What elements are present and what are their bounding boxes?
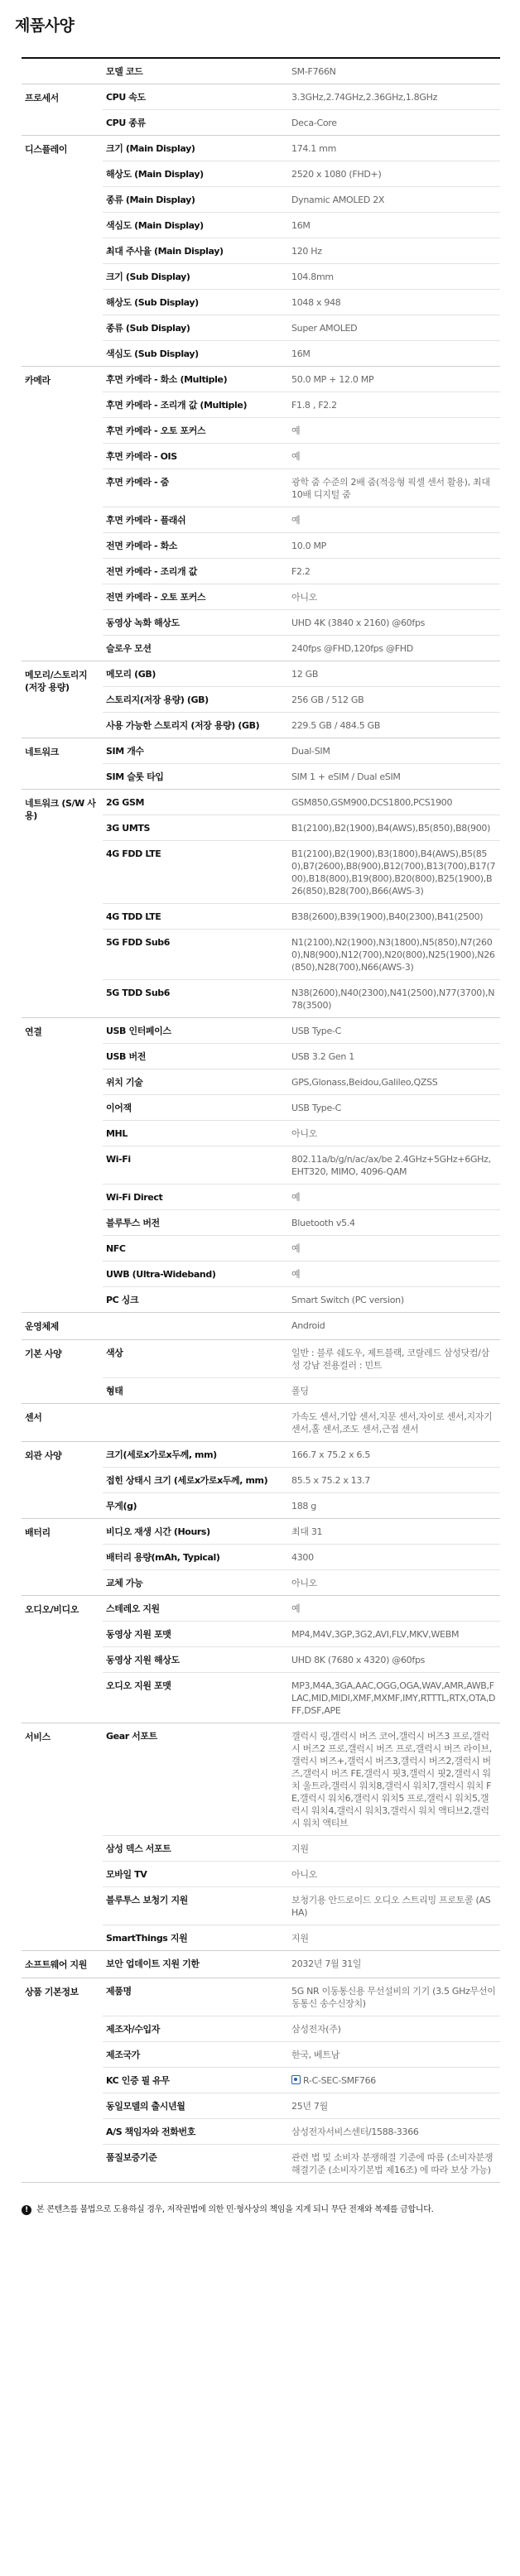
- spec-label: 비디오 재생 시간 (Hours): [106, 1526, 210, 1537]
- spec-value: SM-F766N: [291, 66, 336, 77]
- kc-cert-number: R-C-SEC-SMF766: [303, 2075, 376, 2086]
- spec-row: [103, 136, 500, 161]
- spec-rows: [103, 1313, 500, 1339]
- spec-rows: [103, 1340, 500, 1403]
- spec-rows: [103, 1978, 500, 2182]
- spec-group: [22, 1404, 500, 1442]
- spec-value: MP4,M4V,3GP,3G2,AVI,FLV,MKV,WEBM: [291, 1629, 460, 1640]
- spec-row: [103, 636, 500, 661]
- spec-group: [22, 59, 500, 84]
- spec-value: Deca-Core: [291, 118, 337, 128]
- spec-category: 메모리/스토리지 (저장 용량): [25, 670, 88, 693]
- spec-rows: [103, 84, 500, 135]
- spec-label: USB 버전: [106, 1051, 146, 1062]
- spec-category: 배터리: [25, 1527, 51, 1538]
- spec-rows: [103, 661, 500, 738]
- spec-label: 형태: [106, 1386, 123, 1396]
- alert-icon: !: [22, 2205, 31, 2215]
- spec-row: [103, 444, 500, 469]
- spec-rows: [103, 738, 500, 789]
- spec-value: 256 GB / 512 GB: [291, 694, 364, 705]
- spec-label: 크기 (Sub Display): [106, 272, 190, 282]
- spec-label: 색심도 (Main Display): [106, 220, 204, 231]
- spec-row: [103, 1519, 500, 1545]
- spec-label: PC 싱크: [106, 1295, 139, 1305]
- spec-group: [22, 1519, 500, 1596]
- spec-label: 모바일 TV: [106, 1869, 147, 1880]
- spec-group: [22, 1596, 500, 1723]
- spec-value: 광학 줌 수준의 2배 줌(적응형 픽셀 센서 활용), 최대 10배 디지털 줌: [291, 477, 490, 500]
- spec-row: [103, 1622, 500, 1647]
- spec-rows: [103, 1951, 500, 1978]
- spec-label: 제조자/수입자: [106, 2024, 160, 2035]
- spec-row: [103, 1570, 500, 1595]
- spec-row: [103, 2119, 500, 2145]
- spec-value: UHD 8K (7680 x 4320) @60fps: [291, 1655, 426, 1665]
- spec-label: CPU 속도: [106, 92, 146, 103]
- spec-value: 240fps @FHD,120fps @FHD: [291, 643, 413, 654]
- spec-value: N38(2600),N40(2300),N41(2500),N77(3700),N78(3500): [291, 988, 495, 1011]
- spec-label: 오디오 지원 포맷: [106, 1680, 171, 1691]
- spec-label: 동영상 녹화 해상도: [106, 618, 180, 628]
- spec-value: GPS,Glonass,Beidou,Galileo,QZSS: [291, 1077, 438, 1088]
- spec-row: [103, 1185, 500, 1210]
- spec-value: F1.8 , F2.2: [291, 400, 337, 411]
- spec-row: [103, 738, 500, 764]
- spec-row: [103, 238, 500, 264]
- spec-label: 후면 카메라 - 줌: [106, 477, 169, 488]
- notice-text: 본 콘텐츠를 불법으로 도용하실 경우, 저작권법에 의한 민·형사상의 책임을 지게 되니 무단 전재와 복제를 금합니다.: [36, 2205, 434, 2214]
- spec-value: B1(2100),B2(1900),B3(1800),B4(AWS),B5(850),B7(2600),B8(900),B12(700),B13(700),B17(700),B18(800),B19(800),B20(800),B25(1900),B26(850),B28(700),B66(AWS-3): [291, 848, 496, 896]
- spec-label: 종류 (Sub Display): [106, 323, 190, 334]
- spec-label: 무게(g): [106, 1501, 137, 1511]
- spec-label: 슬로우 모션: [106, 643, 152, 654]
- spec-value: 3.3GHz,2.74GHz,2.36GHz,1.8GHz: [291, 92, 438, 103]
- spec-row: [103, 1978, 500, 2016]
- spec-value: USB Type-C: [291, 1026, 341, 1036]
- spec-value: 12 GB: [291, 669, 319, 680]
- spec-label: SIM 개수: [106, 746, 144, 757]
- spec-row: [103, 610, 500, 636]
- spec-category: [22, 59, 103, 84]
- spec-value: Smart Switch (PC version): [291, 1295, 404, 1305]
- spec-row: [103, 161, 500, 187]
- spec-group: [22, 1018, 500, 1313]
- spec-row: [103, 469, 500, 507]
- spec-rows: [103, 1596, 500, 1723]
- spec-row: [103, 1069, 500, 1095]
- spec-label: 후면 카메라 - 오토 포커스: [106, 425, 206, 436]
- spec-value: 한국, 베트남: [291, 2050, 340, 2060]
- spec-row: [103, 290, 500, 315]
- spec-label: 후면 카메라 - 화소 (Multiple): [106, 374, 228, 385]
- spec-group: [22, 1951, 500, 1978]
- spec-category: 센서: [25, 1412, 42, 1423]
- spec-value: 지원: [291, 1843, 309, 1854]
- spec-label: 위치 기술: [106, 1077, 143, 1088]
- spec-row: [103, 392, 500, 418]
- spec-row: [103, 1545, 500, 1570]
- spec-value: 2520 x 1080 (FHD+): [291, 169, 382, 180]
- spec-row: [103, 315, 500, 341]
- spec-value: 폴딩: [291, 1386, 309, 1396]
- spec-row: [103, 1925, 500, 1950]
- spec-value: 아니오: [291, 592, 317, 603]
- spec-label: 블루투스 보청기 지원: [106, 1895, 188, 1906]
- spec-value: UHD 4K (3840 x 2160) @60fps: [291, 618, 426, 628]
- spec-label: 스테레오 지원: [106, 1603, 160, 1614]
- spec-value: 10.0 MP: [291, 541, 327, 551]
- spec-value: 최대 31: [291, 1526, 323, 1537]
- spec-value: 예: [291, 1243, 301, 1254]
- spec-row: [103, 1862, 500, 1887]
- spec-row: [103, 841, 500, 904]
- spec-value: 관련 법 및 소비자 분쟁해결 기준에 따름 (소비자분쟁해결기준 (소비자기본법 제16조) 에 따라 보상 가능): [291, 2152, 494, 2175]
- spec-group: [22, 1313, 500, 1340]
- spec-label: 동일모델의 출시년월: [106, 2101, 185, 2112]
- spec-category: 디스플레이: [25, 144, 68, 155]
- spec-value: 갤럭시 링,갤럭시 버즈 코어,갤럭시 버즈3 프로,갤럭시 버즈2 프로,갤럭시 버즈 프로,갤럭시 버즈 라이브,갤럭시 버즈+,갤럭시 버즈3,갤럭시 버즈2,갤럭시 버즈,갤럭시 버즈 FE,갤럭시 핏3,갤럭시 핏2,갤럭시 워치 울트라,갤럭시 워치8,갤럭시 워치7,갤럭시 워치 FE,갤럭시 워치6,갤럭시 워치5 프로,갤럭시 워치5,갤럭시 워치4,갤럭시 워치3,갤럭시 워치 액티브2,갤럭시 워치 액티브: [291, 1731, 492, 1829]
- spec-label: 4G TDD LTE: [106, 911, 161, 922]
- spec-label: Gear 서포트: [106, 1731, 157, 1742]
- spec-value: USB 3.2 Gen 1: [291, 1051, 354, 1062]
- spec-value: 예: [291, 451, 301, 462]
- spec-value: 아니오: [291, 1128, 317, 1139]
- spec-row: [103, 1596, 500, 1622]
- spec-label: KC 인증 필 유무: [106, 2075, 170, 2086]
- spec-value: 174.1 mm: [291, 143, 337, 154]
- copyright-notice: [22, 2204, 500, 2216]
- spec-row: [103, 59, 500, 84]
- spec-group: [22, 1442, 500, 1519]
- spec-label: [103, 1404, 288, 1441]
- spec-category: 프로세서: [25, 93, 59, 103]
- spec-value: 85.5 x 75.2 x 13.7: [291, 1475, 371, 1486]
- spec-row: [103, 1210, 500, 1236]
- spec-value: 4300: [291, 1552, 314, 1563]
- spec-label: USB 인터페이스: [106, 1026, 171, 1036]
- spec-row: [103, 904, 500, 930]
- spec-label: A/S 책임자와 전화번호: [106, 2127, 195, 2137]
- spec-value: Bluetooth v5.4: [291, 1218, 355, 1228]
- spec-rows: [103, 1442, 500, 1518]
- spec-label: 메모리 (GB): [106, 669, 156, 680]
- spec-label: 전면 카메라 - 화소: [106, 541, 178, 551]
- spec-category: 상품 기본정보: [25, 1987, 79, 1997]
- spec-label: SmartThings 지원: [106, 1933, 188, 1944]
- spec-label: MHL: [106, 1128, 128, 1139]
- spec-value: 예: [291, 1603, 301, 1614]
- spec-category: 카메라: [25, 375, 51, 386]
- spec-row: [103, 687, 500, 713]
- spec-value: B1(2100),B2(1900),B4(AWS),B5(850),B8(900): [291, 823, 491, 834]
- spec-label: 삼성 덱스 서포트: [106, 1843, 171, 1854]
- spec-row: [103, 815, 500, 841]
- spec-label: NFC: [106, 1243, 126, 1254]
- spec-row: [103, 1493, 500, 1518]
- kc-mark-icon: [291, 2075, 301, 2084]
- spec-label: [103, 1313, 288, 1338]
- spec-group: [22, 84, 500, 136]
- spec-label: 동영상 지원 포맷: [106, 1629, 171, 1640]
- spec-label: 전면 카메라 - 조리개 값: [106, 566, 197, 577]
- spec-label: 2G GSM: [106, 797, 145, 808]
- spec-label: CPU 종류: [106, 118, 146, 128]
- spec-row: [103, 1673, 500, 1723]
- spec-label: 5G FDD Sub6: [106, 937, 170, 948]
- spec-label: 색상: [106, 1348, 123, 1358]
- spec-category: 기본 사양: [25, 1348, 62, 1359]
- spec-row: [103, 1287, 500, 1312]
- page-title: 제품사양: [15, 17, 75, 35]
- spec-label: 종류 (Main Display): [106, 195, 195, 205]
- spec-group: [22, 136, 500, 367]
- spec-label: 보안 업데이트 지원 기한: [106, 1958, 200, 1969]
- spec-value: 2032년 7월 31일: [291, 1958, 362, 1969]
- spec-value: USB Type-C: [291, 1103, 341, 1113]
- spec-value: 120 Hz: [291, 246, 322, 257]
- spec-label: 제조국가: [106, 2050, 140, 2060]
- spec-value: 삼성전자(주): [291, 2024, 341, 2035]
- spec-row: [103, 1647, 500, 1673]
- spec-value: 166.7 x 75.2 x 6.5: [291, 1449, 371, 1460]
- spec-value: 25년 7월: [291, 2101, 328, 2112]
- spec-rows: [103, 367, 500, 661]
- spec-label: 품질보증기준: [106, 2152, 157, 2163]
- spec-label: 후면 카메라 - OIS: [106, 451, 177, 462]
- spec-row: [103, 661, 500, 687]
- spec-label: 크기 (Main Display): [106, 143, 195, 154]
- spec-rows: [103, 59, 500, 84]
- spec-row: [103, 264, 500, 290]
- spec-value: 예: [291, 515, 301, 526]
- spec-value: 예: [291, 425, 301, 436]
- spec-row: [103, 1313, 500, 1338]
- spec-label: Wi-Fi Direct: [106, 1192, 163, 1203]
- spec-row: [103, 2016, 500, 2042]
- spec-value: [288, 2068, 500, 2093]
- spec-value: 일반 : 블루 쉐도우, 제트블랙, 코랄레드 삼성닷컴/삼성 강남 전용컬러 : 민트: [291, 1348, 489, 1371]
- spec-value: MP3,M4A,3GA,AAC,OGG,OGA,WAV,AMR,AWB,FLAC,MID,MIDI,XMF,MXMF,IMY,RTTTL,RTX,OTA,DFF,DSF,APE: [291, 1680, 496, 1716]
- spec-row: [103, 2145, 500, 2182]
- spec-category: 서비스: [25, 1732, 51, 1742]
- spec-row: [103, 187, 500, 213]
- spec-row: [103, 1378, 500, 1403]
- spec-rows: [103, 136, 500, 366]
- spec-value: 50.0 MP + 12.0 MP: [291, 374, 374, 385]
- spec-row: [103, 1146, 500, 1185]
- spec-label: 최대 주사율 (Main Display): [106, 246, 224, 257]
- spec-value: Dual-SIM: [291, 746, 330, 757]
- spec-label: SIM 슬롯 타입: [106, 771, 164, 782]
- spec-value: Android: [291, 1320, 325, 1331]
- spec-label: 이어잭: [106, 1103, 132, 1113]
- spec-row: [103, 507, 500, 533]
- spec-label: 4G FDD LTE: [106, 848, 161, 859]
- spec-value: 16M: [291, 348, 311, 359]
- spec-group: [22, 1340, 500, 1404]
- spec-value: F2.2: [291, 566, 311, 577]
- spec-value: 229.5 GB / 484.5 GB: [291, 720, 381, 731]
- spec-row: [103, 1018, 500, 1044]
- spec-category: 소프트웨어 지원: [25, 1959, 88, 1970]
- spec-row: [103, 1404, 500, 1441]
- spec-row: [103, 110, 500, 135]
- spec-value: 16M: [291, 220, 311, 231]
- spec-row: [103, 1468, 500, 1493]
- spec-value: N1(2100),N2(1900),N3(1800),N5(850),N7(2600),N8(900),N12(700),N20(800),N25(1900),N26(850),N28(700),N66(AWS-3): [291, 937, 495, 973]
- spec-row: [103, 418, 500, 444]
- spec-value: 아니오: [291, 1869, 317, 1880]
- spec-value: Super AMOLED: [291, 323, 358, 334]
- spec-value: 아니오: [291, 1578, 317, 1588]
- spec-label: 크기(세로x가로x두께, mm): [106, 1449, 217, 1460]
- spec-row: [103, 1262, 500, 1287]
- spec-category: 연결: [25, 1026, 42, 1037]
- spec-row: [103, 930, 500, 980]
- spec-value: 예: [291, 1192, 301, 1203]
- spec-value: 802.11a/b/g/n/ac/ax/be 2.4GHz+5GHz+6GHz, EHT320, MIMO, 4096-QAM: [291, 1154, 491, 1177]
- spec-label: 동영상 지원 해상도: [106, 1655, 180, 1665]
- spec-label: 해상도 (Main Display): [106, 169, 204, 180]
- spec-row: [103, 790, 500, 815]
- spec-row: [103, 584, 500, 610]
- spec-value: 보청기용 안드로이드 오디오 스트리밍 프로토콜 (ASHA): [291, 1895, 491, 1918]
- spec-rows: [103, 1404, 500, 1441]
- spec-value: 가속도 센서,기압 센서,지문 센서,자이로 센서,지자기 센서,홀 센서,조도 센서,근접 센서: [291, 1411, 493, 1435]
- spec-label: 5G TDD Sub6: [106, 988, 170, 998]
- spec-value: 지원: [291, 1933, 309, 1944]
- spec-label: UWB (Ultra-Wideband): [106, 1269, 216, 1280]
- spec-label: 3G UMTS: [106, 823, 151, 834]
- spec-rows: [103, 790, 500, 1017]
- spec-row: [103, 1095, 500, 1121]
- spec-row: [103, 980, 500, 1017]
- spec-rows: [103, 1519, 500, 1595]
- spec-group: [22, 1723, 500, 1951]
- spec-value: Dynamic AMOLED 2X: [291, 195, 385, 205]
- spec-value: B38(2600),B39(1900),B40(2300),B41(2500): [291, 911, 484, 922]
- spec-row: [103, 1340, 500, 1378]
- spec-row: [103, 1442, 500, 1468]
- spec-label: 스토리지(저장 용량) (GB): [106, 694, 209, 705]
- spec-row: [103, 1236, 500, 1262]
- spec-label: 배터리 용량(mAh, Typical): [106, 1552, 220, 1563]
- spec-label: Wi-Fi: [106, 1154, 131, 1165]
- spec-label: 제품명: [106, 1986, 132, 1997]
- spec-row: [103, 533, 500, 559]
- spec-value: SIM 1 + eSIM / Dual eSIM: [291, 771, 401, 782]
- spec-category: 오디오/비디오: [25, 1604, 79, 1615]
- spec-value: 104.8mm: [291, 272, 334, 282]
- spec-label: 전면 카메라 - 오토 포커스: [106, 592, 206, 603]
- spec-group: [22, 738, 500, 790]
- spec-category: 네트워크 (S/W 사용): [25, 798, 96, 821]
- spec-group: [22, 367, 500, 661]
- spec-row: [103, 1951, 500, 1976]
- spec-row: [103, 1044, 500, 1069]
- spec-label: 사용 가능한 스토리지 (저장 용량) (GB): [106, 720, 260, 731]
- spec-row: [103, 2042, 500, 2068]
- spec-row: [103, 1121, 500, 1146]
- spec-group: [22, 790, 500, 1018]
- spec-label: 색심도 (Sub Display): [106, 348, 199, 359]
- spec-row: [103, 1836, 500, 1862]
- spec-row: [103, 213, 500, 238]
- spec-value: 예: [291, 1269, 301, 1280]
- spec-row: [103, 713, 500, 738]
- spec-row: [103, 1887, 500, 1925]
- spec-table: [22, 57, 500, 2183]
- spec-value: 5G NR 이동통신용 무선설비의 기기 (3.5 GHz무선이동통신 송수신장치): [291, 1986, 496, 2009]
- spec-rows: [103, 1723, 500, 1950]
- spec-row: [103, 341, 500, 366]
- spec-value: GSM850,GSM900,DCS1800,PCS1900: [291, 797, 453, 808]
- spec-row: [103, 2068, 500, 2093]
- spec-group: [22, 661, 500, 738]
- spec-label: 접힌 상태시 크기 (세로x가로x두께, mm): [106, 1475, 268, 1486]
- spec-group: [22, 1978, 500, 2183]
- spec-row: [103, 84, 500, 110]
- spec-label: 교체 가능: [106, 1578, 143, 1588]
- spec-label: 후면 카메라 - 플래쉬: [106, 515, 186, 526]
- spec-value: 삼성전자서비스센터/1588-3366: [291, 2127, 419, 2137]
- spec-label: 후면 카메라 - 조리개 값 (Multiple): [106, 400, 248, 411]
- spec-label: 해상도 (Sub Display): [106, 297, 199, 308]
- spec-row: [103, 559, 500, 584]
- spec-category: 운영체제: [25, 1321, 59, 1332]
- spec-rows: [103, 1018, 500, 1312]
- spec-category: 네트워크: [25, 747, 59, 757]
- spec-row: [103, 1723, 500, 1836]
- spec-value: 188 g: [291, 1501, 316, 1511]
- spec-row: [103, 764, 500, 789]
- spec-row: [103, 2093, 500, 2119]
- spec-value: 1048 x 948: [291, 297, 341, 308]
- spec-category: 외관 사양: [25, 1450, 62, 1461]
- spec-row: [103, 367, 500, 392]
- spec-label: 블루투스 버전: [106, 1218, 160, 1228]
- spec-label: 모델 코드: [106, 66, 143, 77]
